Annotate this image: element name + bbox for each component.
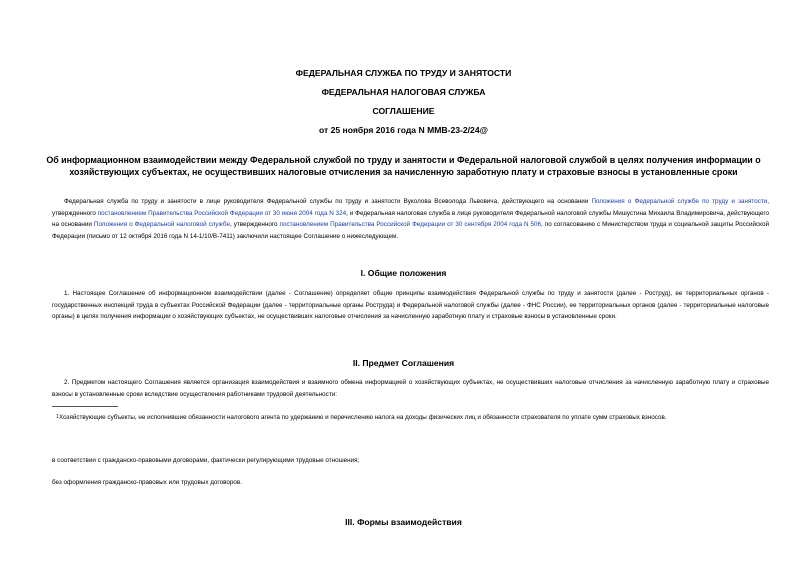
section-2-paragraph (52, 377, 769, 400)
list-item: без оформления гражданско-правовых или трудовых договоров. (52, 479, 242, 486)
section-1-heading: I. Общие положения (360, 268, 447, 278)
preamble-text-3: , и Федеральная налоговая служба в лице руководителя Федеральной налоговой службы Мишустина Михаила Владимировича, действующего на основании (52, 209, 769, 228)
preamble-paragraph (52, 196, 769, 242)
document-type: СОГЛАШЕНИЕ (372, 106, 435, 116)
agency-heading-rostrud: ФЕДЕРАЛЬНАЯ СЛУЖБА ПО ТРУДУ И ЗАНЯТОСТИ (295, 68, 512, 78)
link-regulation-rostrud[interactable]: Положения о Федеральной службе по труду и занятости (591, 198, 768, 205)
section-2-text-tail: вследствие осуществления работниками трудовой деятельности: (142, 390, 337, 398)
list-item: в соответствии с гражданско-правовыми договорами, фактически регулирующими трудовые отношения; (52, 457, 360, 464)
preamble-text-4: , утвержденного (229, 221, 280, 228)
agency-heading-fns: ФЕДЕРАЛЬНАЯ НАЛОГОВАЯ СЛУЖБА (321, 87, 486, 97)
link-decree-506[interactable]: постановлением Правительства Российской Федерации от 30 сентября 2004 года N 506 (279, 221, 542, 228)
section-3-heading: III. Формы взаимодействия (345, 517, 462, 527)
preamble-text-5: , по согласованию с Министерством труда и социальной защиты Российской Федерации (письмо от 12 октября 2016 года N 14-1/10/В-7411) заключили настоящее Соглашение о нижеследующем. (52, 221, 770, 240)
section-2-text-main: 2. Предметом настоящего Соглашения является организация взаимодействия и взаимного обмена информацией о хозяйствующих субъектах, не осуществивших налоговые отчисления за начисленную заработную плату и страховые взносы в установленные сроки (52, 379, 769, 398)
preamble-text-2: , утвержденного (52, 198, 769, 217)
link-decree-324[interactable]: постановлением Правительства Российской Федерации от 30 июня 2004 года N 324 (97, 209, 347, 217)
footnote (56, 412, 768, 423)
footnote-text: Хозяйствующие субъекты, не исполнившие обязанности налогового агента по удержанию и перечислению налога на доходы физических лиц и обязанности страхователя по уплате сумм страховых взносов. (59, 414, 667, 421)
preamble-text-1: Федеральная служба по труду и занятости в лице руководителя Федеральной службы по труду и занятости Вуколова Всеволода Львовича, действующего на основании (64, 198, 592, 205)
footnote-separator (52, 406, 118, 407)
section-2-heading: II. Предмет Соглашения (352, 358, 455, 368)
document-title: Об информационном взаимодействии между Федеральной службой по труду и занятости и Федеральной налоговой службой в целях получения информации о хозяйствующих субъектах, не осуществивших налоговые отчисления за начисленную заработную плату и страховые взносы в установленные сроки (46, 155, 761, 177)
footnote-mark: 1 (56, 414, 59, 420)
link-regulation-fns[interactable]: Положения о Федеральной налоговой службе (93, 221, 230, 228)
section-1-paragraph: 1. Настоящее Соглашение об информационном взаимодействии (далее - Соглашение) определяет общие принципы взаимодействия Федеральной службы по труду и занятости (далее - Роструд), ее территориальных органов - государственных инспекций труда в субъектах Российской Федерации (далее - территориальные органы Роструда) и Федеральной налоговой службы (далее - ФНС России), ее территориальных органов (далее - территориальные налоговые органы) в целях получения информации о хозяйствующих субъектах, не осуществивших налоговые отчисления за начисленную заработную плату и страховые взносы в установленные сроки. (52, 290, 769, 320)
document-date-number: от 25 ноября 2016 года N ММВ-23-2/24@ (318, 125, 488, 135)
